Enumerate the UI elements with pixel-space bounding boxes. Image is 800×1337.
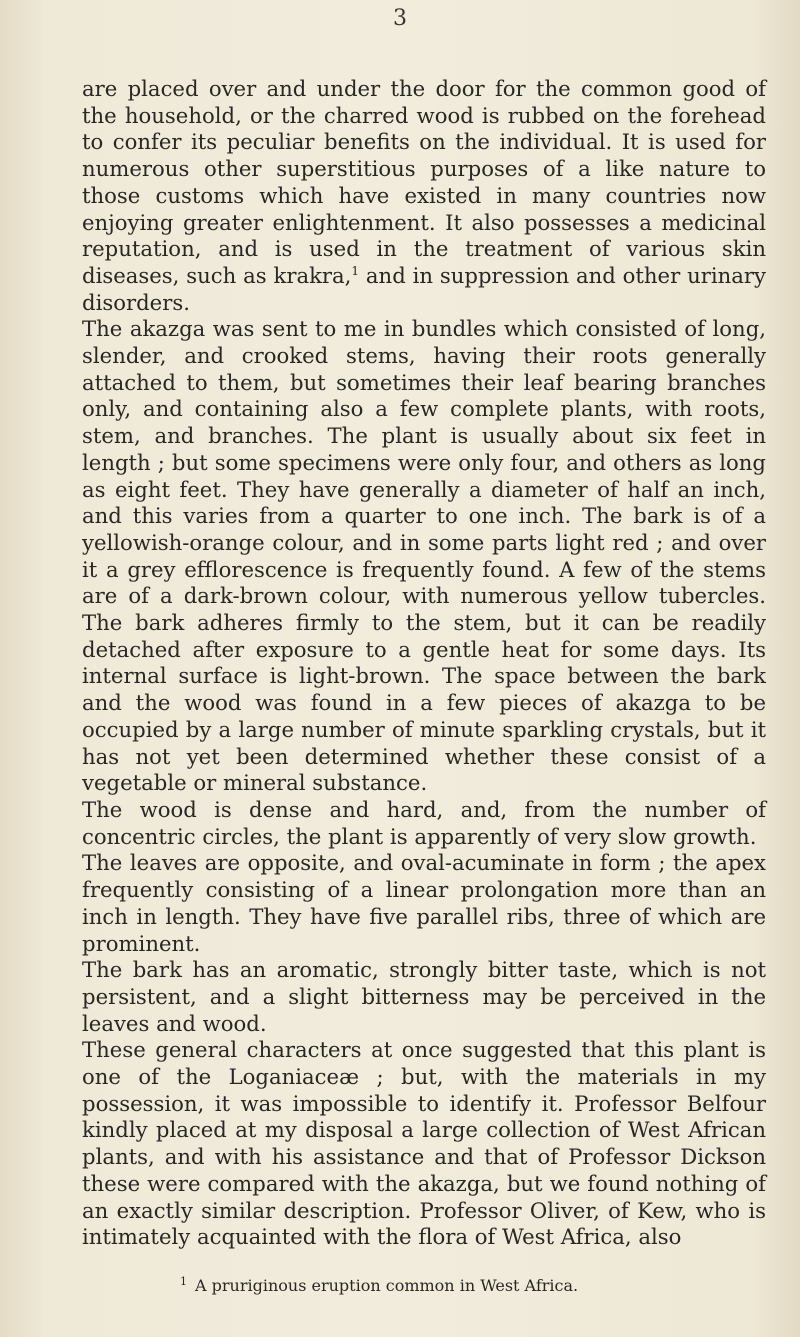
- footnote-reference: 1: [351, 263, 360, 278]
- paragraph-4: The leaves are opposite, and oval-acuminate in form ; the apex frequently consisting of a linear prolongation more than an inch in length. They have five parallel ribs, three of which are prominent.: [82, 850, 766, 956]
- paragraph-1-text-continued: and in suppression and other urinary disorders.: [82, 262, 766, 315]
- page-number: 3: [393, 6, 407, 31]
- paragraph-2: The akazga was sent to me in bundles which consisted of long, slender, and crooked stems, having their roots generally attached to them, but sometimes their leaf bearing branches only, and containing also a few complete plants, with roots, stem, and branches. The plant is usually about six feet in length ; but some specimens were only four, and others as long as eight feet. They have generally a diameter of half an inch, and this varies from a quarter to one inch. The bark is of a yellowish-orange colour, and in some parts light red ; and over it a grey efflorescence is frequently found. A few of the stems are of a dark-brown colour, with numerous yellow tubercles. The bark adheres firmly to the stem, but it can be readily detached after exposure to a gentle heat for some days. Its internal surface is light-brown. The space between the bark and the wood was found in a few pieces of akazga to be occupied by a large number of minute sparkling crystals, but it has not yet been determined whether these consist of a vegetable or mineral substance.: [82, 316, 766, 796]
- footnote-mark: 1: [180, 1274, 187, 1288]
- body-text: [82, 76, 766, 1251]
- footnote: [180, 1276, 740, 1296]
- paragraph-3: The wood is dense and hard, and, from the number of concentric circles, the plant is apparently of very slow growth.: [82, 796, 766, 849]
- paragraph-5: The bark has an aromatic, strongly bitter taste, which is not persistent, and a slight bitterness may be perceived in the leaves and wood.: [82, 957, 766, 1036]
- paragraph-1: [82, 76, 766, 316]
- paragraph-1-text: are placed over and under the door for the common good of the household, or the charred wood is rubbed on the forehead to confer its peculiar benefits on the individual. It is used for numerous other superstitious purposes of a like nature to those customs which have existed in many countries now enjoying greater enlightenment. It also possesses a medicinal reputation, and is used in the treatment of various skin diseases, such as krakra,: [82, 76, 766, 288]
- footnote-text: A pruriginous eruption common in West Africa.: [195, 1276, 579, 1295]
- paragraph-6: These general characters at once suggested that this plant is one of the Loganiaceæ ; but, with the materials in my possession, it was impossible to identify it. Professor Belfour kindly placed at my disposal a large collection of West African plants, and with his assistance and that of Professor Dickson these were compared with the akazga, but we found nothing of an exactly similar description. Professor Oliver, of Kew, who is intimately acquainted with the flora of West Africa, also: [82, 1037, 766, 1250]
